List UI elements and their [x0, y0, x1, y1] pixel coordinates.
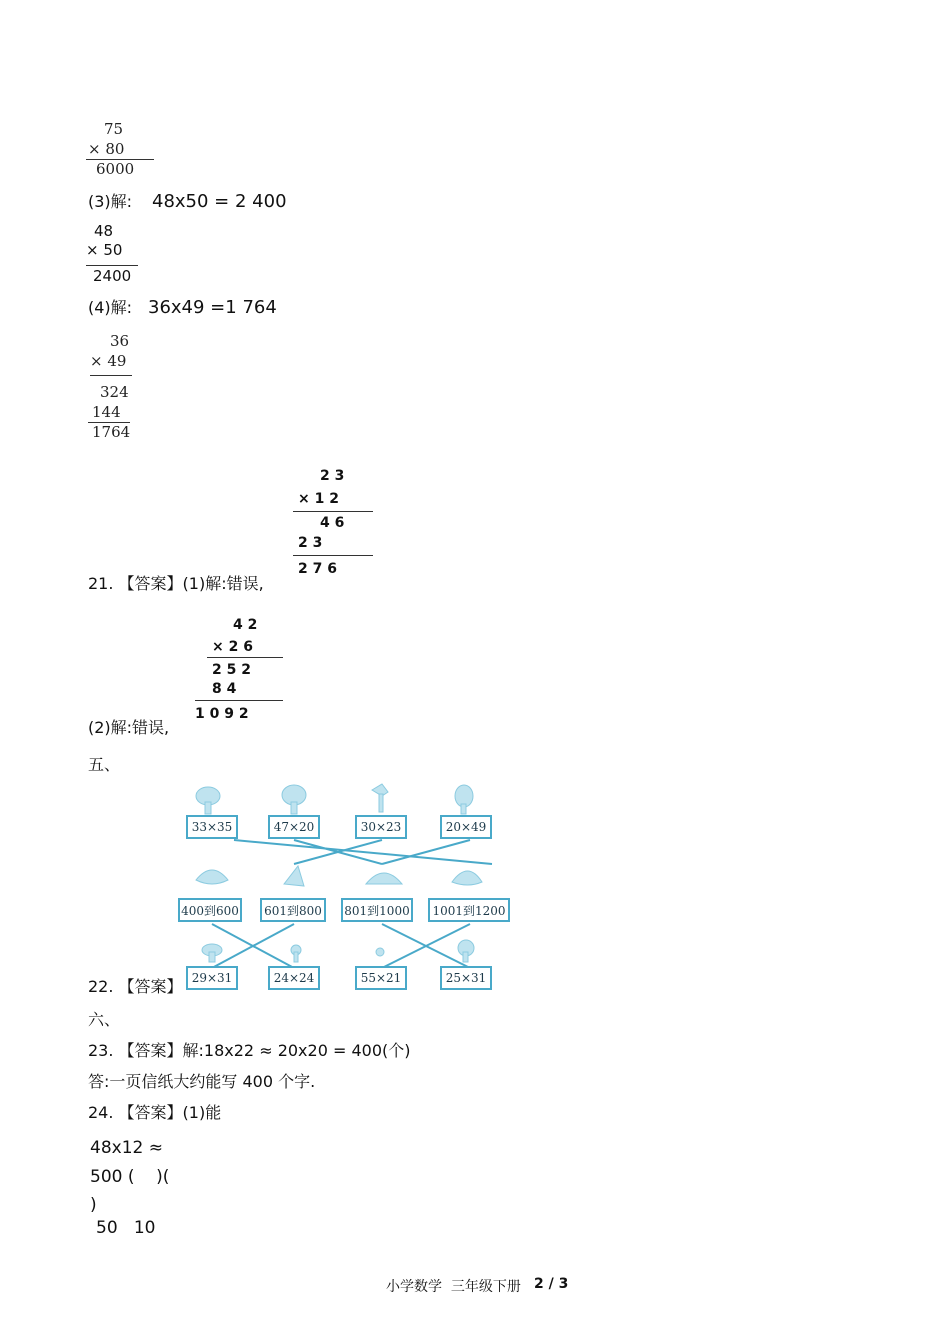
q21-calc2-partial-2: 8 4 — [212, 681, 237, 697]
q21-calc1-multiplicand: 2 3 — [320, 468, 345, 484]
match-range-3: 801到1000 — [341, 898, 413, 922]
q24-line-2: 500 ( )( — [90, 1167, 170, 1187]
calc1-result: 6000 — [96, 160, 135, 178]
q21-calc2-result: 1 0 9 2 — [195, 706, 249, 722]
section-6-heading: 六、 — [88, 1010, 121, 1029]
trunk-icon — [205, 802, 211, 814]
q24-line-4: 50 10 — [96, 1218, 156, 1238]
sail-icon — [284, 866, 304, 886]
match-range-1: 400到600 — [178, 898, 242, 922]
item4-equation: 36ⅹ49 =1 764 — [148, 297, 277, 318]
match-top-4: 20×49 — [440, 815, 492, 839]
q24-line-3: ) — [90, 1195, 97, 1215]
calc1-multiplicand: 75 — [104, 120, 124, 138]
calc4-partial-1: 324 — [100, 383, 129, 401]
basket-icon — [366, 873, 402, 884]
calc4-result: 1764 — [92, 423, 131, 441]
q21-calc2-multiplier: × 2 6 — [212, 639, 253, 655]
q21-calc1-rule-2 — [293, 555, 373, 556]
trunk-icon — [463, 952, 468, 962]
match-top-1: 33×35 — [186, 815, 238, 839]
calc4-rule-1 — [90, 375, 132, 376]
calc1-multiplier: × 80 — [88, 140, 125, 158]
q21-calc1-multiplier: × 1 2 — [298, 491, 339, 507]
item3-label: (3)解: — [88, 192, 133, 211]
stem-icon — [209, 952, 215, 962]
q21-calc2-rule-2 — [195, 700, 283, 701]
trunk-icon — [461, 804, 466, 814]
match-bottom-3: 55×21 — [355, 966, 407, 990]
basket-icon — [196, 870, 228, 884]
calc3-multiplicand: 48 — [94, 222, 114, 240]
trunk-icon — [379, 794, 383, 812]
q21-part2: (2)解:错误, — [88, 718, 170, 737]
flower-icon — [376, 948, 384, 956]
stem-icon — [294, 952, 298, 962]
match-bottom-4: 25×31 — [440, 966, 492, 990]
q21-calc2-partial-1: 2 5 2 — [212, 662, 251, 678]
q21-calc1-partial-2: 2 3 — [298, 535, 323, 551]
calc3-multiplier: × 50 — [86, 241, 123, 259]
calc4-multiplicand: 36 — [110, 332, 130, 350]
match-range-4: 1001到1200 — [428, 898, 510, 922]
q21-calc2-rule-1 — [207, 657, 283, 658]
match-bottom-1: 29×31 — [186, 966, 238, 990]
q22-heading: 22. 【答案】 — [88, 977, 183, 996]
q21-calc2-multiplicand: 4 2 — [233, 617, 258, 633]
calc4-partial-2: 144 — [92, 403, 121, 421]
q21-calc1-partial-1: 4 6 — [320, 515, 345, 531]
calc4-multiplier: × 49 — [90, 352, 127, 370]
q21-calc1-rule-1 — [293, 511, 373, 512]
q21-heading: 21. 【答案】(1)解:错误, — [88, 574, 264, 593]
match-bottom-2: 24×24 — [268, 966, 320, 990]
q23-solution: 23. 【答案】解:18ⅹ22 ≈ 20ⅹ20 = 400(个) — [88, 1041, 411, 1060]
calc3-rule — [86, 265, 138, 266]
q23-answer: 答:一页信纸大约能写 400 个字. — [88, 1072, 316, 1091]
item3-equation: 48ⅹ50 = 2 400 — [152, 191, 287, 212]
match-range-2: 601到800 — [260, 898, 326, 922]
trunk-icon — [291, 802, 297, 814]
basket-icon — [452, 871, 482, 885]
section-5-heading: 五、 — [88, 755, 121, 774]
match-top-2: 47×20 — [268, 815, 320, 839]
item4-label: (4)解: — [88, 298, 133, 317]
match-top-3: 30×23 — [355, 815, 407, 839]
footer-subject: 小学数学 三年级下册 — [386, 1279, 521, 1295]
q24-line-1: 48ⅹ12 ≈ — [90, 1138, 163, 1158]
calc3-result: 2400 — [93, 267, 132, 285]
q24-heading: 24. 【答案】(1)能 — [88, 1103, 222, 1122]
q21-calc1-result: 2 7 6 — [298, 561, 337, 577]
footer-page-number: 2 / 3 — [534, 1276, 569, 1292]
